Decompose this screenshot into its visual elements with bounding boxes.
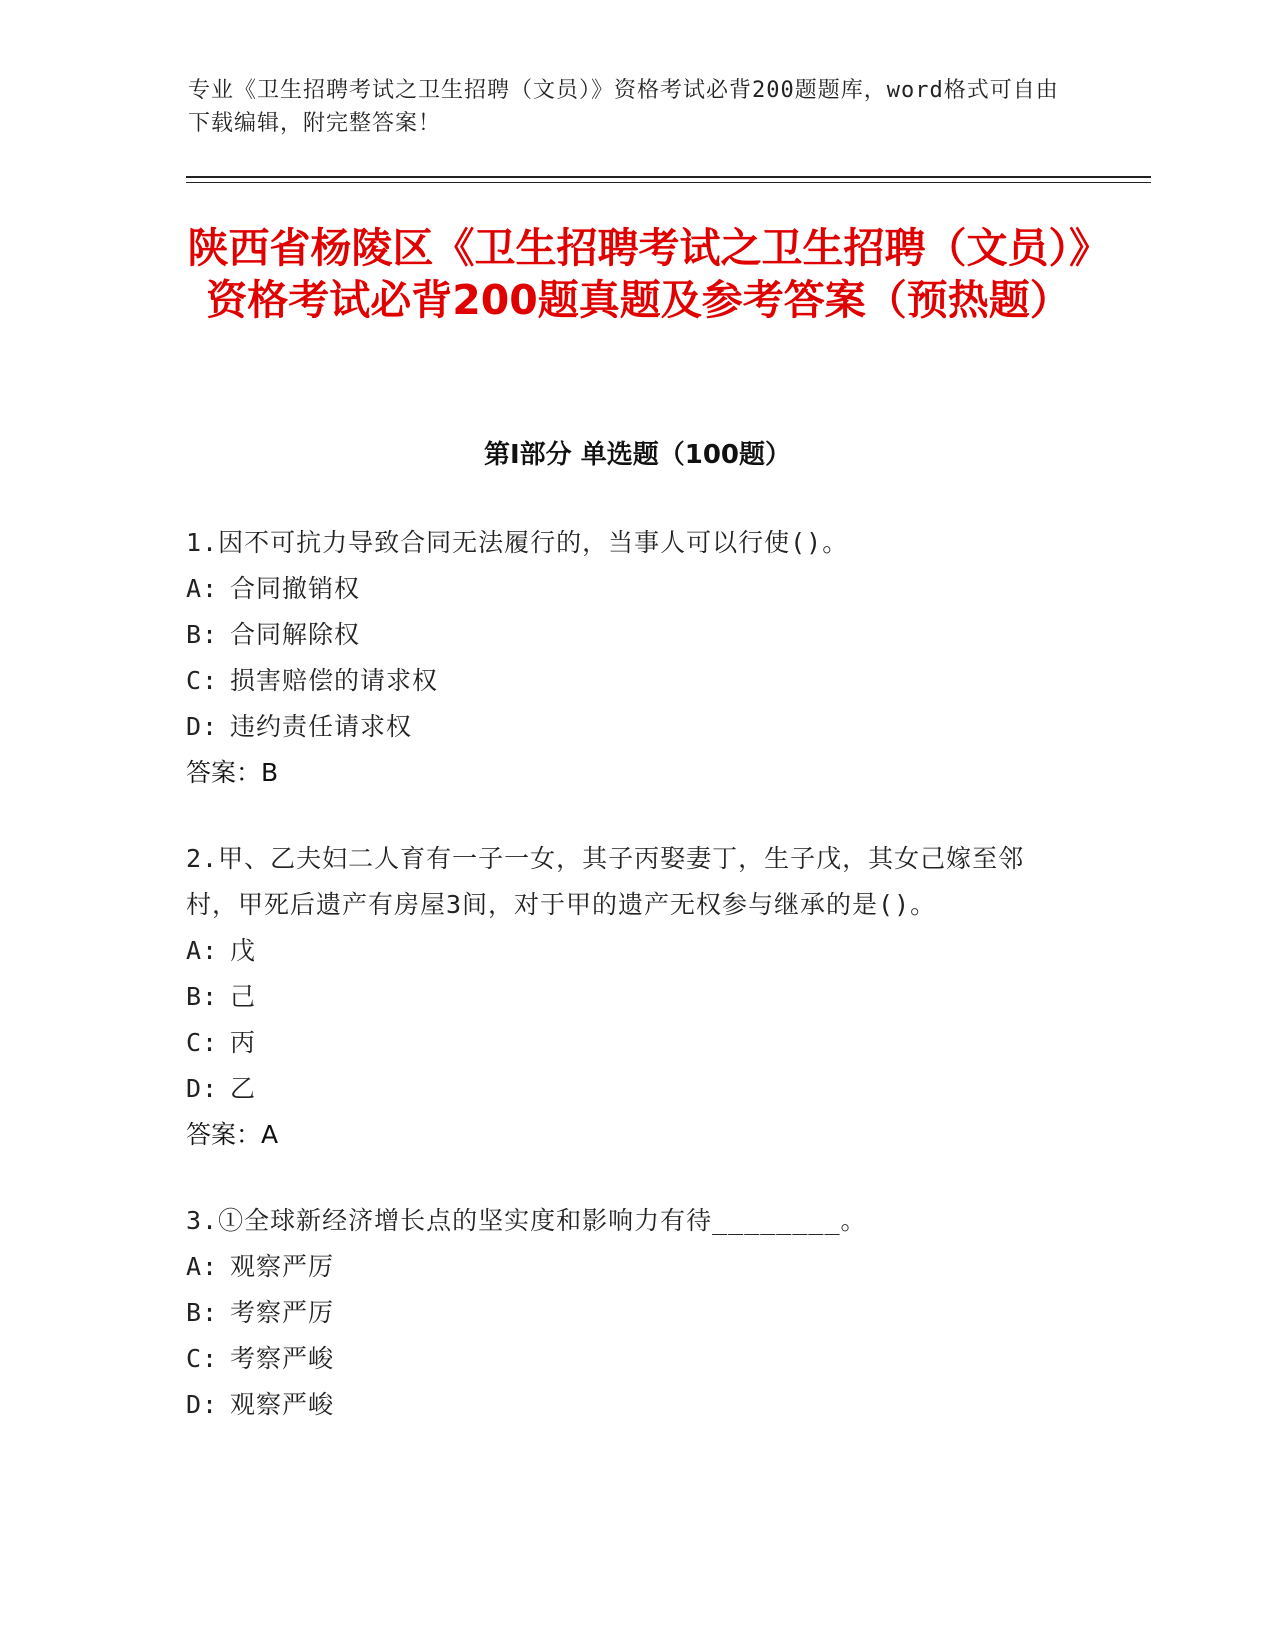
option-text: 考察严峻 bbox=[230, 1344, 335, 1373]
option-text: 损害赔偿的请求权 bbox=[230, 666, 439, 695]
question-item bbox=[186, 520, 1066, 796]
answer-line: 答案：A bbox=[186, 1120, 279, 1149]
question-item bbox=[186, 836, 1066, 1158]
option-text: 丙 bbox=[230, 1028, 257, 1057]
option-text: 观察严厉 bbox=[230, 1252, 335, 1281]
header-note: 专业《卫生招聘考试之卫生招聘（文员）》资格考试必背200题题库，word格式可自由下载编辑，附完整答案！ bbox=[188, 78, 1059, 136]
header-rule-thin bbox=[186, 182, 1151, 183]
option-letter: B: bbox=[186, 982, 219, 1011]
option-a bbox=[186, 928, 1066, 974]
option-b bbox=[186, 1290, 1066, 1336]
option-a bbox=[186, 566, 1066, 612]
option-letter: C: bbox=[186, 1028, 219, 1057]
option-letter: A: bbox=[186, 1252, 219, 1281]
option-letter: D: bbox=[186, 1074, 219, 1103]
question-stem: 1.因不可抗力导致合同无法履行的，当事人可以行使()。 bbox=[186, 528, 849, 557]
option-text: 观察严峻 bbox=[230, 1390, 335, 1419]
option-letter: B: bbox=[186, 1298, 219, 1327]
option-c bbox=[186, 1336, 1066, 1382]
question-stem: 3.①全球新经济增长点的坚实度和影响力有待________。 bbox=[186, 1206, 867, 1235]
option-text: 乙 bbox=[230, 1074, 257, 1103]
option-c bbox=[186, 1020, 1066, 1066]
option-a bbox=[186, 1244, 1066, 1290]
header-rule-thick bbox=[186, 176, 1151, 178]
option-d bbox=[186, 704, 1066, 750]
option-text: 违约责任请求权 bbox=[230, 712, 413, 741]
option-letter: D: bbox=[186, 1390, 219, 1419]
option-text: 合同解除权 bbox=[230, 620, 361, 649]
question-stem: 2.甲、乙夫妇二人育有一子一女，其子丙娶妻丁，生子戊，其女己嫁至邻村，甲死后遗产有房屋3间，对于甲的遗产无权参与继承的是()。 bbox=[186, 844, 1025, 919]
option-letter: C: bbox=[186, 666, 219, 695]
option-text: 己 bbox=[230, 982, 257, 1011]
option-letter: D: bbox=[186, 712, 219, 741]
option-c bbox=[186, 658, 1066, 704]
document-title: 陕西省杨陵区《卫生招聘考试之卫生招聘（文员）》资格考试必背200题真题及参考答案（预热题） bbox=[187, 224, 1090, 324]
option-text: 合同撤销权 bbox=[230, 574, 361, 603]
option-text: 戊 bbox=[230, 936, 257, 965]
option-d bbox=[186, 1066, 1066, 1112]
option-letter: A: bbox=[186, 574, 219, 603]
option-text: 考察严厉 bbox=[230, 1298, 335, 1327]
answer-line: 答案：B bbox=[186, 758, 279, 787]
option-b bbox=[186, 974, 1066, 1020]
option-d bbox=[186, 1382, 1066, 1428]
question-item bbox=[186, 1198, 1066, 1428]
option-letter: C: bbox=[186, 1344, 219, 1373]
section-title: 第Ⅰ部分 单选题（100题） bbox=[484, 440, 791, 470]
question-list bbox=[186, 520, 1066, 1468]
option-letter: A: bbox=[186, 936, 219, 965]
option-b bbox=[186, 612, 1066, 658]
option-letter: B: bbox=[186, 620, 219, 649]
